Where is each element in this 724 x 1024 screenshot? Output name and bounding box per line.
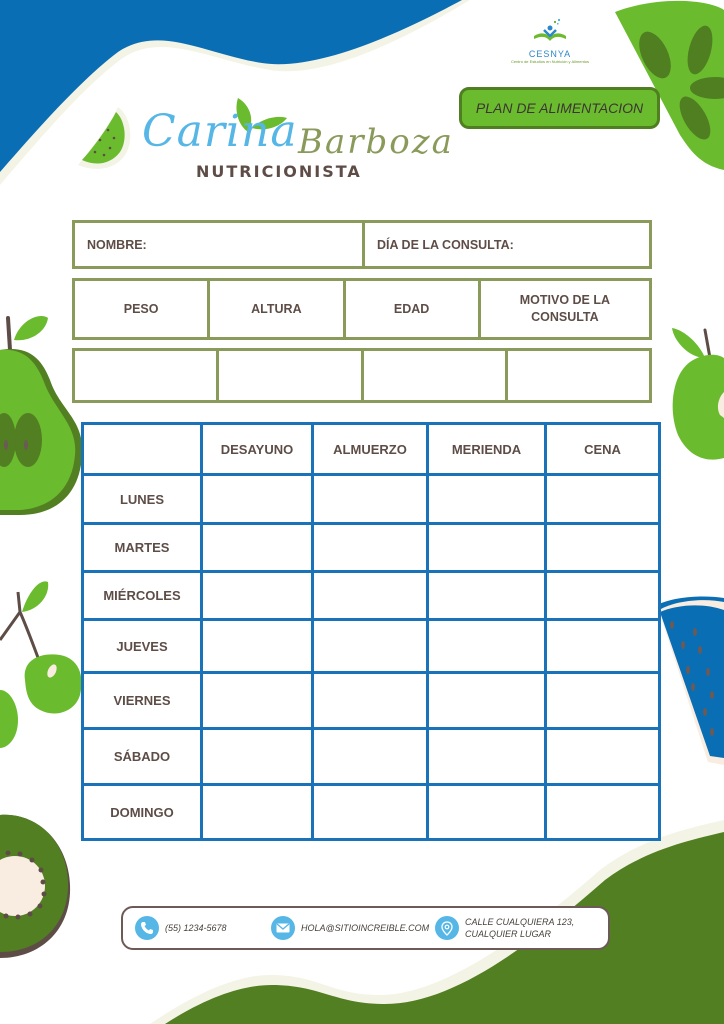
meal-cell[interactable] [428, 729, 546, 785]
contact-email[interactable] [271, 916, 435, 940]
meal-cell[interactable] [428, 785, 546, 840]
meal-cell[interactable] [313, 620, 428, 673]
table-row [83, 785, 660, 840]
meal-cell[interactable] [428, 524, 546, 572]
lime-slice-icon [615, 1, 724, 170]
meal-cell[interactable] [546, 673, 660, 729]
header-motivo: MOTIVO DE LA CONSULTA [519, 293, 611, 324]
meal-cell[interactable] [313, 475, 428, 524]
meal-cell[interactable] [202, 785, 313, 840]
table-row [83, 620, 660, 673]
meal-cell[interactable] [202, 475, 313, 524]
org-name: CESNYA [528, 49, 572, 59]
day-label: DOMINGO [83, 785, 202, 840]
blue-watermelon-icon [657, 596, 724, 765]
consult-date-label: DÍA DE LA CONSULTA: [377, 237, 514, 252]
day-label: JUEVES [83, 620, 202, 673]
meal-cell[interactable] [546, 729, 660, 785]
name-label: NOMBRE: [87, 237, 147, 252]
meal-cell[interactable] [428, 572, 546, 620]
meal-cell[interactable] [313, 785, 428, 840]
meal-plan-table [81, 422, 661, 841]
col-merienda: MERIENDA [428, 424, 546, 475]
contact-phone[interactable] [135, 916, 271, 940]
meal-cell[interactable] [313, 524, 428, 572]
address-line1: CALLE CUALQUIERA 123, [465, 917, 575, 927]
book-logo-icon [530, 18, 570, 44]
phone-icon [135, 916, 159, 940]
meal-cell[interactable] [546, 524, 660, 572]
table-header-row [83, 424, 660, 475]
col-almuerzo: ALMUERZO [313, 424, 428, 475]
table-row [83, 729, 660, 785]
contact-footer [121, 906, 610, 950]
meal-cell[interactable] [428, 475, 546, 524]
pear-icon [0, 316, 82, 515]
meal-cell[interactable] [546, 475, 660, 524]
phone-text: (55) 1234-5678 [165, 923, 227, 933]
cherries-icon [0, 581, 82, 748]
day-label: LUNES [83, 475, 202, 524]
edad-value-field[interactable] [364, 351, 508, 400]
patient-name-date-table [72, 220, 652, 269]
address-text [465, 916, 574, 940]
table-row [83, 524, 660, 572]
meal-cell[interactable] [313, 572, 428, 620]
patient-metrics-values [72, 348, 652, 403]
header-peso: PESO [75, 281, 210, 337]
motivo-value-field[interactable] [508, 351, 649, 400]
address-line2: CUALQUIER LUGAR [465, 929, 552, 939]
plan-de-alimentacion-badge: PLAN DE ALIMENTACION [459, 87, 660, 129]
consult-date-field[interactable] [365, 223, 649, 266]
table-row [83, 572, 660, 620]
meal-cell[interactable] [546, 785, 660, 840]
meal-cell[interactable] [546, 572, 660, 620]
day-label: SÁBADO [83, 729, 202, 785]
meal-cell[interactable] [202, 729, 313, 785]
meal-cell[interactable] [313, 673, 428, 729]
location-pin-icon [435, 916, 459, 940]
header-edad: EDAD [346, 281, 481, 337]
brand-first-name: Carina [142, 106, 298, 157]
peso-value-field[interactable] [75, 351, 219, 400]
meal-cell[interactable] [546, 620, 660, 673]
brand-role: NUTRICIONISTA [196, 162, 362, 181]
col-cena: CENA [546, 424, 660, 475]
meal-cell[interactable] [202, 620, 313, 673]
watermelon-logo-icon [78, 107, 130, 169]
table-row [83, 673, 660, 729]
corner-cell [83, 424, 202, 475]
email-text: HOLA@SITIOINCREIBLE.COM [301, 923, 430, 933]
kiwi-icon [0, 815, 70, 958]
name-field[interactable] [75, 223, 365, 266]
apple-icon [672, 328, 724, 460]
patient-metrics-header [72, 278, 652, 340]
meal-cell[interactable] [202, 673, 313, 729]
header-altura: ALTURA [210, 281, 345, 337]
col-desayuno: DESAYUNO [202, 424, 313, 475]
day-label: VIERNES [83, 673, 202, 729]
day-label: MARTES [83, 524, 202, 572]
meal-cell[interactable] [313, 729, 428, 785]
altura-value-field[interactable] [219, 351, 363, 400]
org-logo [500, 18, 600, 64]
meal-cell[interactable] [202, 572, 313, 620]
mail-icon [271, 916, 295, 940]
contact-address[interactable] [435, 916, 574, 940]
meal-cell[interactable] [428, 673, 546, 729]
org-subtitle: Centro de Estudios en Nutrición y Alimentos [510, 59, 590, 64]
day-label: MIÉRCOLES [83, 572, 202, 620]
meal-cell[interactable] [428, 620, 546, 673]
table-row [83, 475, 660, 524]
brand-last-name: Barboza [298, 122, 454, 162]
meal-cell[interactable] [202, 524, 313, 572]
